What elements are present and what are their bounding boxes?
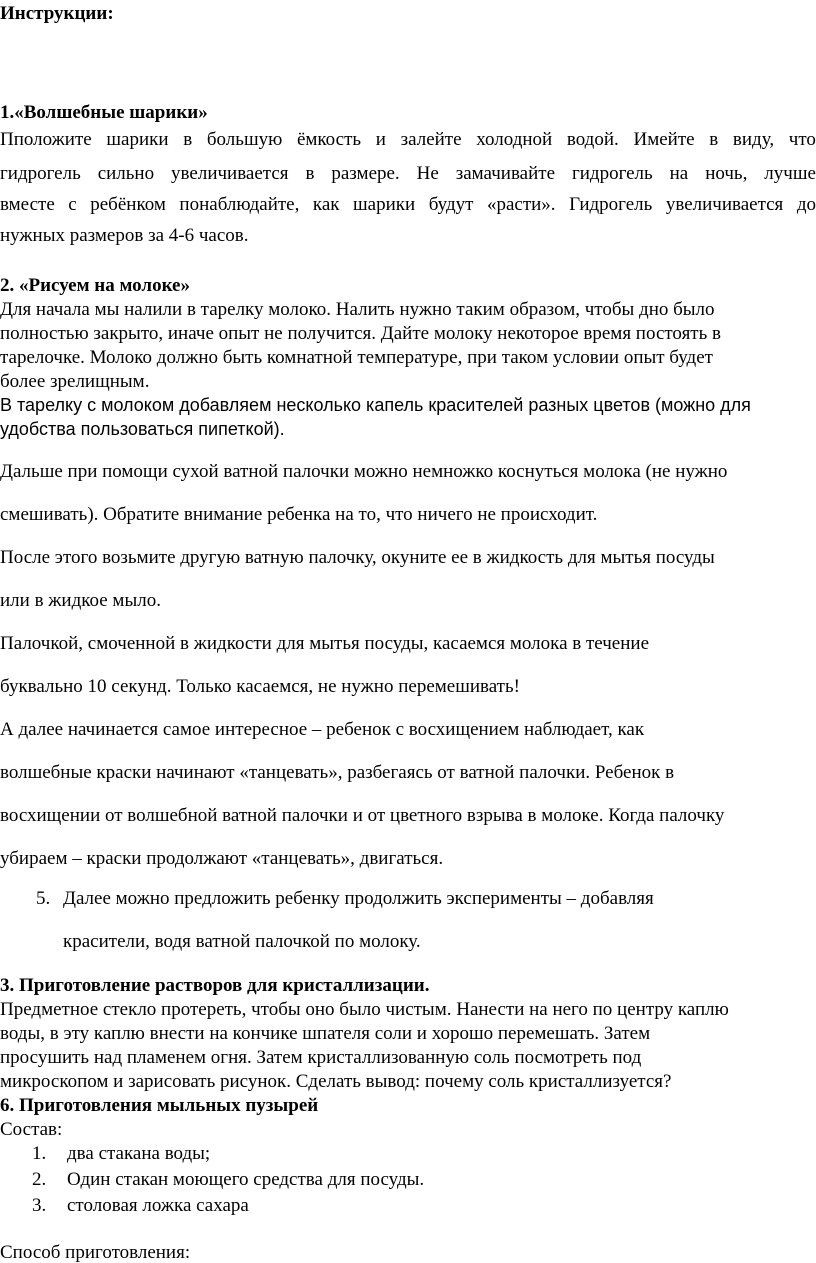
section-3-title: 3. Приготовление растворов для кристаллизации. [0,975,430,996]
paragraph-line: А далее начинается самое интересное – ребенок с восхищением наблюдает, как [0,719,645,740]
word: в [305,163,315,184]
word: размере. [331,163,400,184]
paragraph-line: После этого возьмите другую ватную палочку, окуните ее в жидкость для мытья посуды [0,547,715,568]
document-heading: Инструкции: [0,3,114,24]
word: на [669,163,689,184]
paragraph-line: восхищении от волшебной ватной палочки и от цветного взрыва в молоке. Когда палочку [0,805,725,826]
word: Не [416,163,439,184]
paragraph-line: Дальше при помощи сухой ватной палочки можно немножко коснуться молока (не нужно [0,461,728,482]
list-number: 5. [36,888,51,909]
word: до [796,194,816,215]
paragraph-line: микроскопом и зарисовать рисунок. Сделать вывод: почему соль кристаллизуется? [0,1071,672,1092]
word: большую [206,129,283,150]
composition-label: Состав: [0,1119,63,1140]
word: ночь, [705,163,748,184]
list-number: 3. [32,1195,47,1216]
paragraph-line: полностью закрыто, иначе опыт не получится. Дайте молоку некоторое время постоять в [0,323,721,344]
word: шарики [353,194,416,215]
paragraph-line: убираем – краски продолжают «танцевать», двигаться. [0,848,444,869]
list-item-text: два стакана воды; [67,1143,211,1164]
word: и [375,129,386,150]
paragraph-line: просушить над пламенем огня. Затем кристаллизованную соль посмотреть под [0,1047,642,1068]
word: Пположите [0,129,92,150]
paragraph-line: волшебные краски начинают «танцевать», разбегаясь от ватной палочки. Ребенок в [0,762,675,783]
word: залейте [400,129,462,150]
word: виду, [732,129,775,150]
word: Имейте [633,129,695,150]
paragraph-line: Предметное стекло протереть, чтобы оно было чистым. Нанести на него по центру каплю [0,999,729,1020]
word: сильно [97,163,155,184]
section-1-title: 1.«Волшебные шарики» [0,102,208,123]
word: понаблюдайте, [179,194,300,215]
word: лучше [764,163,816,184]
list-item-text: столовая ложка сахара [67,1195,249,1216]
paragraph-line [0,130,816,149]
word: что [788,129,816,150]
word: в [709,129,719,150]
paragraph-line: удобства пользоваться пипеткой). [0,419,285,439]
word: в [183,129,193,150]
method-label: Способ приготовления: [0,1242,191,1263]
word: будут [428,194,474,215]
section-6-title: 6. Приготовления мыльных пузырей [0,1095,319,1116]
paragraph-line: смешивать). Обратите внимание ребенка на то, что ничего не происходит. [0,504,598,525]
paragraph-line: Палочкой, смоченной в жидкости для мытья посуды, касаемся молока в течение [0,633,650,654]
word: гидрогель [0,163,81,184]
word: увеличивается [171,163,289,184]
word: с [68,194,77,215]
paragraph-line [0,195,816,214]
list-item-text: Далее можно предложить ребенку продолжить эксперименты – добавляя [63,888,654,909]
list-item-text: красители, водя ватной палочкой по молоку. [63,931,421,952]
paragraph-line: буквально 10 секунд. Только касаемся, не нужно перемешивать! [0,676,520,697]
paragraph-line: нужных размеров за 4-6 часов. [0,225,249,246]
section-2-title: 2. «Рисуем на молоке» [0,275,190,296]
word: водой. [566,129,619,150]
word: шарики [106,129,169,150]
paragraph-line [0,164,816,183]
word: гидрогель [571,163,653,184]
word: замачивайте [455,163,556,184]
list-number: 2. [32,1169,47,1190]
word: как [312,194,340,215]
list-number: 1. [32,1143,47,1164]
word: Гидрогель [569,194,653,215]
paragraph-line: воды, в эту каплю внести на кончике шпателя соли и хорошо перемешать. Затем [0,1023,651,1044]
paragraph-line: В тарелку с молоком добавляем несколько капель красителей разных цветов (можно для [0,395,751,415]
word: ребёнком [90,194,166,215]
word: увеличивается [665,194,784,215]
paragraph-line: тарелочке. Молоко должно быть комнатной температуре, при таком условии опыт будет [0,347,713,368]
word: холодной [476,129,553,150]
word: вместе [0,194,55,215]
paragraph-line: более зрелищным. [0,371,150,392]
word: «расти». [486,194,556,215]
word: ёмкость [296,129,362,150]
paragraph-line: Для начала мы налили в тарелку молоко. Налить нужно таким образом, чтобы дно было [0,299,715,320]
paragraph-line: или в жидкое мыло. [0,590,161,611]
list-item-text: Один стакан моющего средства для посуды. [67,1169,425,1190]
